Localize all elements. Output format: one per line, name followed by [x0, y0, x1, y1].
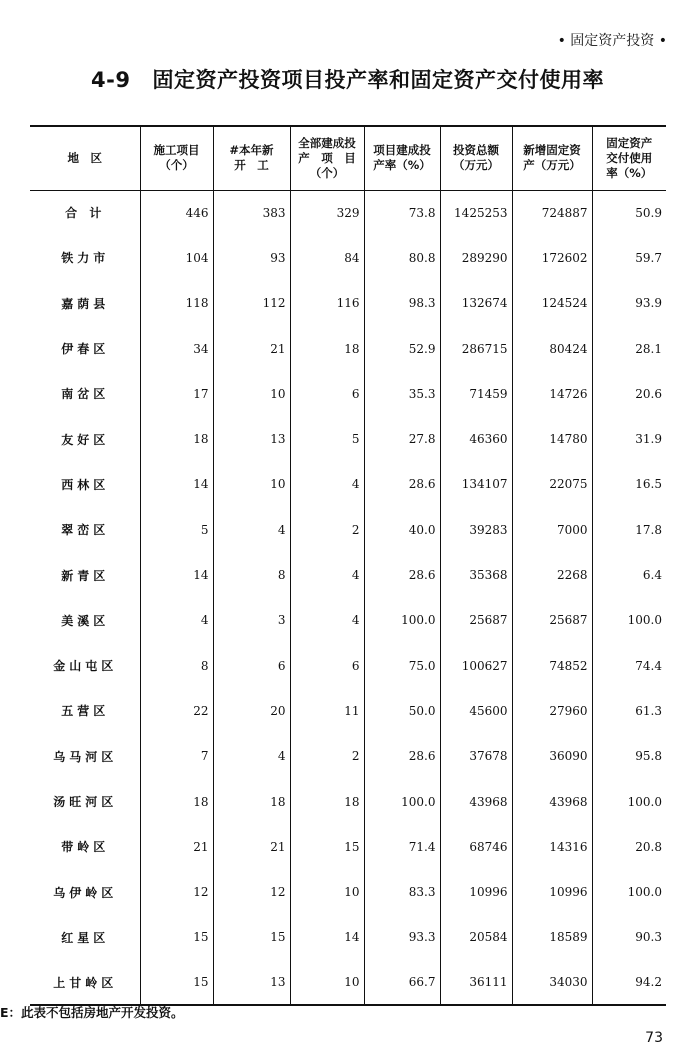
table-cell: 93.9 — [592, 281, 666, 326]
table-row — [30, 371, 666, 416]
table-cell: 16.5 — [592, 462, 666, 507]
table-cell: 43968 — [512, 779, 592, 824]
region-name: 南岔区 — [61, 387, 110, 402]
table-cell: 28.1 — [592, 326, 666, 371]
table-cell: 14 — [140, 462, 213, 507]
table-cell: 21 — [213, 326, 290, 371]
table-cell: 18 — [140, 416, 213, 461]
table-cell: 6 — [290, 371, 364, 416]
region-name: 乌伊岭区 — [53, 885, 118, 900]
column-header: 施工项目 （个） — [140, 126, 213, 190]
region-name: 乌马河区 — [53, 749, 118, 764]
table-cell: 20.8 — [592, 824, 666, 869]
table-cell: 100.0 — [364, 598, 440, 643]
region-name: 友好区 — [61, 432, 110, 447]
table-cell: 71.4 — [364, 824, 440, 869]
table-row — [30, 734, 666, 779]
table-cell: 18 — [213, 779, 290, 824]
table-row — [30, 326, 666, 371]
running-head: • 固定资产投资 • — [557, 33, 667, 49]
table-cell: 116 — [290, 281, 364, 326]
table-cell: 289290 — [440, 235, 512, 280]
table-cell: 75.0 — [364, 643, 440, 688]
table-cell: 100.0 — [592, 869, 666, 914]
table-cell: 134107 — [440, 462, 512, 507]
table-cell: 2 — [290, 734, 364, 779]
table-cell: 4 — [140, 598, 213, 643]
table-cell: 2 — [290, 507, 364, 552]
table-cell: 27960 — [512, 688, 592, 733]
table-cell: 118 — [140, 281, 213, 326]
table-cell: 6 — [290, 643, 364, 688]
table-cell: 71459 — [440, 371, 512, 416]
column-header: 地 区 — [30, 126, 140, 190]
table-cell: 18589 — [512, 915, 592, 960]
table-header — [30, 126, 666, 190]
region-name: 红星区 — [61, 930, 110, 945]
table-cell: 6.4 — [592, 552, 666, 597]
region-name: 金山屯区 — [53, 659, 118, 674]
table-cell: 1425253 — [440, 190, 512, 235]
table-cell: 80424 — [512, 326, 592, 371]
table-cell: 20 — [213, 688, 290, 733]
table-cell: 4 — [213, 734, 290, 779]
table-cell: 17.8 — [592, 507, 666, 552]
table-cell: 15 — [140, 915, 213, 960]
table-cell: 4 — [290, 462, 364, 507]
table-cell: 98.3 — [364, 281, 440, 326]
table-cell: 10 — [290, 960, 364, 1005]
table-cell: 8 — [213, 552, 290, 597]
table-cell: 83.3 — [364, 869, 440, 914]
table-row — [30, 190, 666, 235]
table-cell: 124524 — [512, 281, 592, 326]
table-cell: 25687 — [512, 598, 592, 643]
table-cell: 15 — [140, 960, 213, 1005]
table-cell: 14780 — [512, 416, 592, 461]
table-cell: 84 — [290, 235, 364, 280]
table-cell: 10 — [290, 869, 364, 914]
table-cell: 61.3 — [592, 688, 666, 733]
table-cell: 28.6 — [364, 734, 440, 779]
table-row — [30, 235, 666, 280]
table-cell: 15 — [213, 915, 290, 960]
table-cell: 22 — [140, 688, 213, 733]
table-cell: 22075 — [512, 462, 592, 507]
table-cell: 45600 — [440, 688, 512, 733]
table-cell: 90.3 — [592, 915, 666, 960]
table-cell: 383 — [213, 190, 290, 235]
table-cell: 446 — [140, 190, 213, 235]
table-cell: 28.6 — [364, 552, 440, 597]
table-cell: 4 — [290, 552, 364, 597]
table-cell: 73.8 — [364, 190, 440, 235]
table-cell: 10996 — [512, 869, 592, 914]
table-cell: 34 — [140, 326, 213, 371]
table-cell: 31.9 — [592, 416, 666, 461]
table-cell: 4 — [213, 507, 290, 552]
table-cell: 68746 — [440, 824, 512, 869]
region-name: 汤旺河区 — [53, 795, 118, 809]
table-cell: 100.0 — [592, 598, 666, 643]
table-cell: 20.6 — [592, 371, 666, 416]
table-cell: 20584 — [440, 915, 512, 960]
table-cell: 74852 — [512, 643, 592, 688]
table-number: 4-9 — [91, 68, 131, 92]
region-name: 新青区 — [61, 568, 110, 583]
table-cell: 18 — [290, 326, 364, 371]
table-cell: 40.0 — [364, 507, 440, 552]
table-cell: 80.8 — [364, 235, 440, 280]
table-cell: 104 — [140, 235, 213, 280]
table-cell: 39283 — [440, 507, 512, 552]
table-row — [30, 824, 666, 869]
table-cell: 12 — [140, 869, 213, 914]
table-cell: 14316 — [512, 824, 592, 869]
table-cell: 13 — [213, 960, 290, 1005]
region-name: 五营区 — [61, 704, 110, 719]
table-cell: 13 — [213, 416, 290, 461]
column-header: 全部建成投 产 项 目 （个） — [290, 126, 364, 190]
table-cell: 66.7 — [364, 960, 440, 1005]
table-row — [30, 688, 666, 733]
table-cell: 28.6 — [364, 462, 440, 507]
column-header: 新增固定资 产（万元） — [512, 126, 592, 190]
region-name: 伊春区 — [61, 342, 110, 357]
table-cell: 100.0 — [364, 779, 440, 824]
table-cell: 21 — [213, 824, 290, 869]
table-cell: 724887 — [512, 190, 592, 235]
table-cell: 6 — [213, 643, 290, 688]
table-cell: 7 — [140, 734, 213, 779]
data-table — [30, 125, 666, 1006]
column-header: 项目建成投 产率（%） — [364, 126, 440, 190]
table-cell: 14 — [140, 552, 213, 597]
region-name: 西林区 — [61, 477, 110, 492]
table-cell: 50.9 — [592, 190, 666, 235]
table-cell: 5 — [140, 507, 213, 552]
region-name: 铁力市 — [61, 251, 110, 266]
table-cell: 21 — [140, 824, 213, 869]
table-cell: 7000 — [512, 507, 592, 552]
table-cell: 36090 — [512, 734, 592, 779]
table-cell: 112 — [213, 281, 290, 326]
table-cell: 52.9 — [364, 326, 440, 371]
table-cell: 14 — [290, 915, 364, 960]
table-cell: 14726 — [512, 371, 592, 416]
table-cell: 35368 — [440, 552, 512, 597]
table-cell: 46360 — [440, 416, 512, 461]
table-cell: 93 — [213, 235, 290, 280]
table-cell: 10 — [213, 462, 290, 507]
table-cell: 18 — [290, 779, 364, 824]
region-name: 带岭区 — [61, 840, 110, 855]
column-header: #本年新 开 工 — [213, 126, 290, 190]
table-cell: 18 — [140, 779, 213, 824]
table-cell: 10996 — [440, 869, 512, 914]
table-body — [30, 190, 666, 1005]
table-row — [30, 552, 666, 597]
table-cell: 59.7 — [592, 235, 666, 280]
table-cell: 94.2 — [592, 960, 666, 1005]
column-header: 投资总额 （万元） — [440, 126, 512, 190]
region-name: 合 计 — [65, 206, 106, 221]
region-name: 上甘岭区 — [30, 960, 140, 1005]
table-cell: 11 — [290, 688, 364, 733]
table-cell: 37678 — [440, 734, 512, 779]
table-row — [30, 915, 666, 960]
table-cell: 74.4 — [592, 643, 666, 688]
table-cell: 36111 — [440, 960, 512, 1005]
table-title: 固定资产投资项目投产率和固定资产交付使用率 — [152, 68, 604, 92]
page-title — [0, 64, 695, 94]
table-cell: 2268 — [512, 552, 592, 597]
table-cell: 43968 — [440, 779, 512, 824]
table-row — [30, 960, 666, 1005]
column-header: 固定资产 交付使用 率（%） — [592, 126, 666, 190]
table-row — [30, 281, 666, 326]
table-cell: 93.3 — [364, 915, 440, 960]
table-cell: 35.3 — [364, 371, 440, 416]
table-cell: 27.8 — [364, 416, 440, 461]
table-cell: 12 — [213, 869, 290, 914]
table-cell: 5 — [290, 416, 364, 461]
table-row — [30, 416, 666, 461]
table-cell: 25687 — [440, 598, 512, 643]
table-row — [30, 643, 666, 688]
table-row — [30, 779, 666, 824]
table-cell: 100627 — [440, 643, 512, 688]
table-cell: 10 — [213, 371, 290, 416]
region-name: 嘉荫县 — [61, 296, 110, 311]
table-cell: 172602 — [512, 235, 592, 280]
table-cell: 34030 — [512, 960, 592, 1005]
footnote: E：此表不包括房地产开发投资。 — [0, 1005, 184, 1020]
table-cell: 50.0 — [364, 688, 440, 733]
table-row — [30, 598, 666, 643]
table-cell: 17 — [140, 371, 213, 416]
table-row — [30, 869, 666, 914]
table-cell: 329 — [290, 190, 364, 235]
region-name: 翠峦区 — [61, 523, 110, 538]
table-row — [30, 507, 666, 552]
table-cell: 8 — [140, 643, 213, 688]
table-cell: 15 — [290, 824, 364, 869]
page-number: 73 — [645, 1030, 663, 1046]
table-cell: 286715 — [440, 326, 512, 371]
table-cell: 132674 — [440, 281, 512, 326]
table-cell: 100.0 — [592, 779, 666, 824]
region-name: 美溪区 — [61, 613, 110, 628]
table-cell: 4 — [290, 598, 364, 643]
table-row — [30, 462, 666, 507]
table-cell: 3 — [213, 598, 290, 643]
table-cell: 95.8 — [592, 734, 666, 779]
